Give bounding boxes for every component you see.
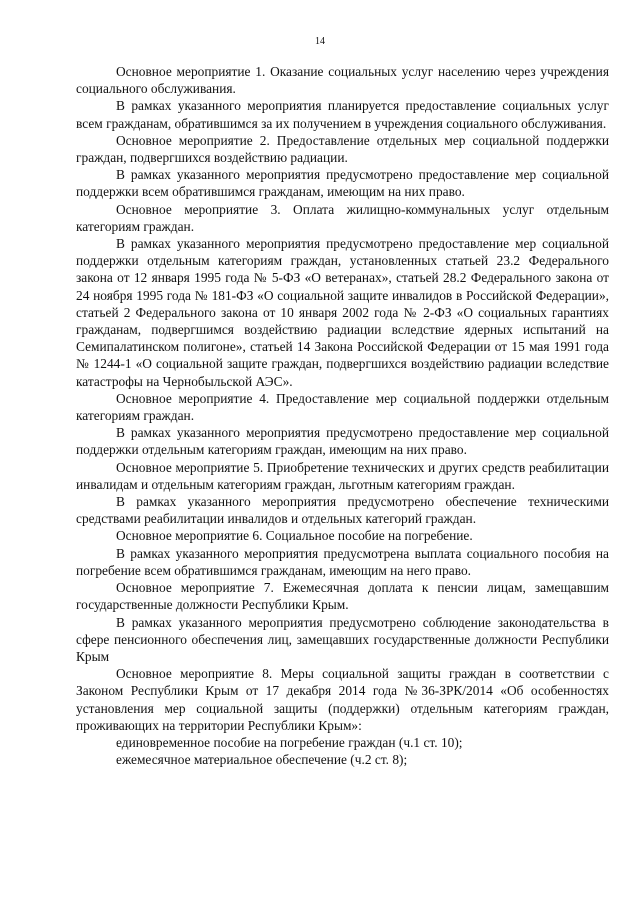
paragraph-4: В рамках указанного мероприятия предусмотрено предоставление мер социальной поддержки всем обратившимся гражданам, имеющим на них право. — [76, 167, 609, 200]
paragraph-12: В рамках указанного мероприятия предусмотрена выплата социального пособия на погребение всем обратившимся гражданам, имеющим на него право. — [76, 545, 609, 578]
paragraph-3: Основное мероприятие 2. Предоставление отдельных мер социальной поддержки граждан, подвергшихся воздействию радиации. — [76, 132, 609, 166]
paragraph-15: Основное мероприятие 8. Меры социальной защиты граждан в соответствии с Законом Республики Крым от 17 декабря 2014 года №36-ЗРК/2014 «Об особенностях установления мер социальной защиты (поддержки) отдельным категориям граждан, проживающих на территории Республики Крым»: — [76, 666, 609, 733]
paragraph-11: Основное мероприятие 6. Социальное пособие на погребение. — [116, 528, 473, 544]
paragraph-7: Основное мероприятие 4. Предоставление мер социальной поддержки отдельным категориям граждан. — [76, 390, 609, 424]
paragraph-10: В рамках указанного мероприятия предусмотрено обеспечение техническими средствами реабилитации инвалидов и отдельных категорий граждан. — [76, 494, 609, 527]
paragraph-17: ежемесячное материальное обеспечение (ч.2 ст. 8); — [116, 752, 408, 768]
paragraph-5: Основное мероприятие 3. Оплата жилищно-коммунальных услуг отдельным категориям граждан. — [76, 201, 609, 234]
paragraph-8: В рамках указанного мероприятия предусмотрено предоставление мер социальной поддержки отдельным категориям граждан, имеющим на них право. — [76, 425, 609, 458]
paragraph-6: В рамках указанного мероприятия предусмотрено предоставление мер социальной поддержки отдельным категориям граждан, установленных статьей 23.2 Федерального закона от 12 января 1995 года № 5-ФЗ «О ветеранах», статьей 28.2 Федерального закона от 24 ноября 1995 года № 181-ФЗ «О социальной защите инвалидов в Российской Федерации», статьей 2 Федерального закона от 10 января 2002 года № 2-ФЗ «О социальных гарантиях гражданам, подвергшимся воздействию радиации вследствие ядерных испытаний на Семипалатинском полигоне», статьей 14 Закона Российской Федерации от 15 мая 1991 года № 1244-1 «О социальной защите граждан, подвергшихся воздействию радиации вследствие катастрофы на Чернобыльской АЭС». — [76, 236, 609, 389]
paragraph-9: Основное мероприятие 5. Приобретение технических и других средств реабилитации инвалидам и отдельным категориям граждан, льготным категориям граждан. — [76, 459, 609, 492]
page-number: 14 — [315, 36, 325, 47]
paragraph-13: Основное мероприятие 7. Ежемесячная доплата к пенсии лицам, замещавшим государственные должности Республики Крым. — [76, 580, 609, 613]
paragraph-2: В рамках указанного мероприятия планируется предоставление социальных услуг всем гражданам, обратившимся за их получением в учреждения социального обслуживания. — [76, 98, 609, 131]
document-body — [76, 63, 609, 768]
paragraph-14: В рамках указанного мероприятия предусмотрено соблюдение законодательства в сфере пенсионного обеспечения лиц, замещавших государственные должности Республики Крым — [76, 614, 609, 664]
paragraph-1: Основное мероприятие 1. Оказание социальных услуг населению через учреждения социального обслуживания. — [76, 64, 609, 97]
paragraph-16: единовременное пособие на погребение граждан (ч.1 ст. 10); — [116, 734, 463, 750]
